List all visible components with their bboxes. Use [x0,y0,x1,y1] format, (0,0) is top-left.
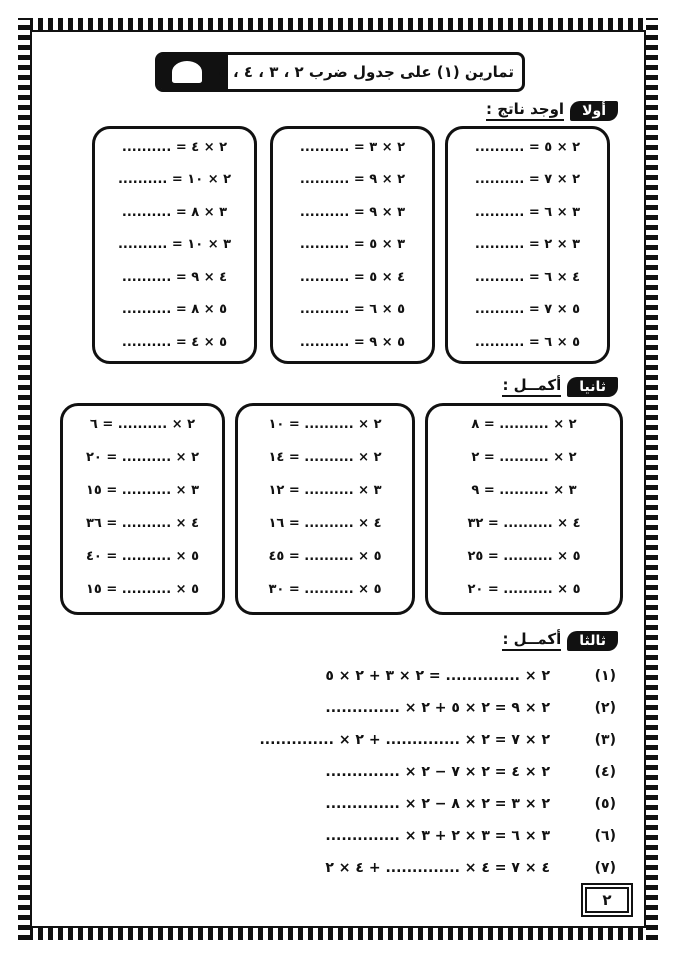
equation-row: ٣ × ٨ = .......... [121,204,228,220]
equation-row: ٤ × ٩ = .......... [121,269,228,285]
section3-row [325,760,616,784]
title-banner [155,52,525,92]
row-equation: ٢ × ٤ = ٢ × ٧ − ٢ × .............. [325,764,550,780]
row-number: (١) [594,668,616,684]
section3-row [325,696,616,720]
section3-row [325,792,616,816]
section2-header [502,376,618,397]
row-number: (٦) [594,828,616,844]
equation-row: ٥ × .......... = ٤٠ [85,548,200,564]
equation-row: ٢ × ٧ = .......... [474,172,581,187]
equation-row: ٥ × ٤ = .......... [121,334,228,350]
equation-row: ٢ × ٣ = .......... [299,139,406,155]
row-number: (٤) [594,764,616,780]
exercise-box-5 [235,403,415,615]
row-equation: ٤ × ٧ = ٤ × .............. + ٤ × ٢ [325,860,550,876]
equation-row: ٣ × ١٠ = .......... [117,237,232,252]
row-equation: ٢ × ٩ = ٢ × ٥ + ٢ × .............. [325,700,550,716]
section1-tag: أولا [570,101,618,121]
equation-row: ٢ × ٤ = .......... [121,139,228,155]
section3-tag: ثالثا [567,631,618,651]
equation-row: ٥ × .......... = ٢٠ [467,581,581,597]
row-number: (٥) [594,796,616,812]
equation-row: ٥ × ٩ = .......... [299,334,406,350]
equation-row: ٥ × .......... = ٤٥ [268,548,382,564]
section1-header [486,100,618,121]
equation-row: ٤ × .......... = ٣٢ [467,515,581,531]
section1-title: اوجد ناتج : [486,100,564,121]
equation-row: ٥ × ٨ = .......... [121,302,228,317]
equation-row: ٣ × ٢ = .......... [474,237,581,252]
page-title: تمارين (١) على جدول ضرب ٢ ، ٣ ، ٤ ، ٥ [218,63,514,81]
section2-tag: ثانيا [567,377,618,397]
section3-row [325,664,616,688]
equation-row: ٥ × ٦ = .......... [299,302,406,317]
equation-row: ٥ × .......... = ١٥ [85,581,200,597]
row-equation: ٢ × .............. = ٢ × ٣ + ٢ × ٥ [325,668,550,684]
equation-row: ٢ × ١٠ = .......... [117,172,232,187]
equation-row: ٣ × .......... = ١٢ [268,482,382,498]
equation-row: ٤ × ٥ = .......... [299,269,406,285]
equation-row: ٢ × .......... = ١٠ [268,416,382,432]
exercise-box-4 [425,403,623,615]
row-equation: ٢ × ٧ = ٢ × .............. + ٢ × .............. [259,732,550,748]
equation-row: ٣ × ٩ = .......... [299,204,406,220]
page-number: ٢ [585,887,629,913]
equation-row: ٣ × ٥ = .......... [299,237,406,252]
equation-row: ٢ × .......... = ١٤ [268,449,382,465]
equation-row: ٢ × .......... = ٨ [471,416,577,432]
row-equation: ٢ × ٣ = ٢ × ٨ − ٢ × .............. [325,796,550,812]
equation-row: ٢ × .......... = ٦ [89,416,196,432]
section3-row [259,728,616,752]
title-illustration [158,55,228,89]
equation-row: ٢ × ٩ = .......... [299,172,406,187]
equation-row: ٢ × .......... = ٢ [471,449,577,465]
equation-row: ٣ × ٦ = .......... [474,204,581,220]
row-number: (٧) [594,860,616,876]
section2-title: أكمــل : [502,376,561,397]
equation-row: ٥ × ٦ = .......... [474,334,581,350]
equation-row: ٤ × .......... = ١٦ [268,515,382,531]
equation-row: ٤ × ٦ = .......... [474,269,581,285]
section3-row [325,856,616,880]
equation-row: ٥ × .......... = ٢٥ [467,548,581,564]
row-number: (٢) [594,700,616,716]
section3-row [325,824,616,848]
exercise-box-1 [445,126,610,364]
row-number: (٣) [594,732,616,748]
section3-title: أكمــل : [502,630,561,651]
exercise-box-6 [60,403,225,615]
exercise-box-2 [270,126,435,364]
equation-row: ٥ × ٧ = .......... [474,302,581,317]
equation-row: ٥ × .......... = ٣٠ [268,581,382,597]
equation-row: ٣ × .......... = ٩ [471,482,577,498]
equation-row: ٤ × .......... = ٣٦ [85,515,200,531]
section3-header [502,630,618,651]
equation-row: ٣ × .......... = ١٥ [85,482,200,498]
equation-row: ٢ × .......... = ٢٠ [85,449,200,465]
row-equation: ٣ × ٦ = ٣ × ٢ + ٣ × .............. [325,828,550,844]
exercise-box-3 [92,126,257,364]
equation-row: ٢ × ٥ = .......... [474,139,581,155]
